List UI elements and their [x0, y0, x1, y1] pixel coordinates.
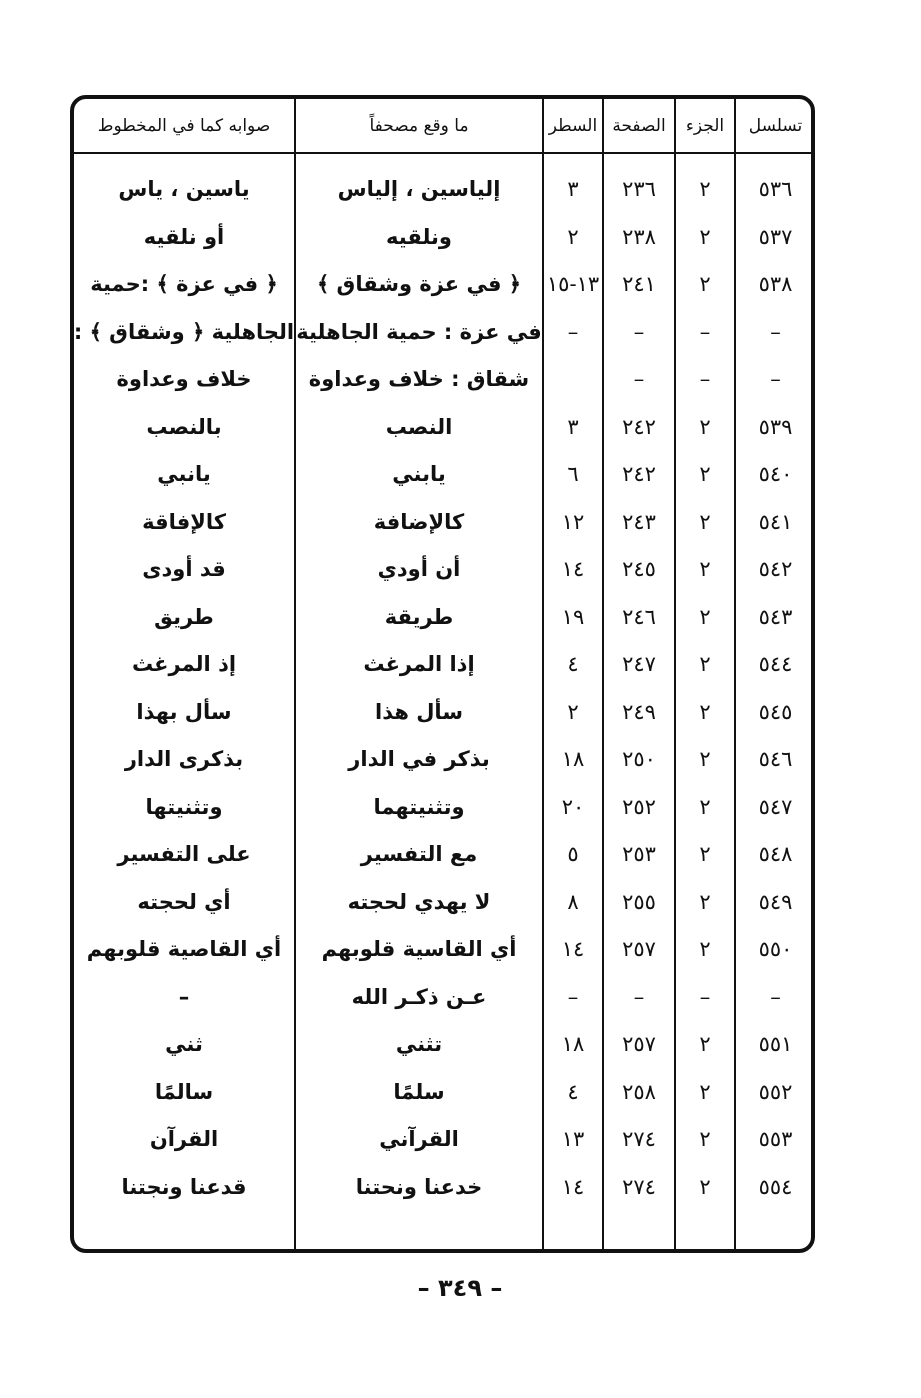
table-row [74, 450, 811, 498]
cell-serial: – [770, 984, 781, 1009]
cell-page: ٢٥٧ [622, 937, 656, 961]
table-row [74, 355, 811, 403]
table-row [74, 403, 811, 451]
cell-part: ٢ [699, 462, 711, 486]
cell-serial: ٥٥٤ [758, 1174, 793, 1199]
cell-line: ١٣-١٥ [546, 272, 600, 296]
cell-page: ٢٥٧ [622, 1032, 656, 1056]
cell-serial: ٥٤٥ [758, 699, 793, 724]
cell-correct: يانبي [157, 462, 211, 486]
cell-correct: قد أودى [142, 557, 226, 581]
cell-page: ٢٥٢ [622, 794, 656, 819]
cell-part: ٢ [699, 794, 711, 819]
cell-line: ٣ [567, 177, 579, 201]
table-row [74, 640, 811, 688]
cell-serial: – [770, 367, 781, 391]
cell-correct: القرآن [149, 1127, 219, 1151]
header-page: الصفحة [612, 115, 666, 136]
cell-serial: – [770, 319, 781, 344]
cell-line: ٢ [567, 224, 579, 249]
cell-correct: طريق [154, 604, 214, 629]
cell-part: ٢ [699, 272, 711, 296]
cell-line: ٢٠ [561, 794, 585, 819]
cell-erroneous: سأل هذا [375, 699, 463, 724]
cell-correct: – [178, 984, 190, 1009]
page-number: – ٣٤٩ – [417, 1274, 503, 1302]
table-row [74, 688, 811, 736]
cell-serial: ٥٤٩ [758, 889, 793, 914]
cell-line: ١٨ [561, 1032, 585, 1056]
cell-erroneous: القرآني [379, 1127, 459, 1151]
cell-erroneous: في عزة : حمية الجاهلية [296, 319, 542, 344]
cell-correct: سأل بهذا [136, 699, 232, 724]
cell-line: ١٤ [561, 1174, 585, 1199]
cell-serial: ٥٤٦ [758, 747, 793, 771]
cell-serial: ٥٤٣ [758, 604, 793, 629]
cell-serial: ٥٥٣ [758, 1127, 793, 1151]
cell-part: ٢ [699, 889, 711, 914]
cell-correct: كالإفاقة [142, 509, 226, 534]
cell-correct: ثني [165, 1032, 203, 1056]
table-row [74, 925, 811, 973]
cell-part: ٢ [699, 937, 711, 961]
cell-part: ٢ [699, 1032, 711, 1056]
cell-erroneous: إلياسين ، إلياس [337, 177, 501, 201]
table-row [74, 498, 811, 546]
cell-page: ٢٤٣ [622, 509, 656, 534]
cell-serial: ٥٥٠ [758, 937, 793, 961]
cell-correct: إذ المرغث [131, 652, 237, 676]
cell-correct: وتثنيتها [145, 794, 223, 819]
cell-part: ٢ [699, 1174, 711, 1199]
cell-page: – [633, 984, 645, 1009]
table-row [74, 1068, 811, 1116]
cell-line: ٣ [567, 414, 579, 439]
cell-serial: ٥٣٦ [758, 177, 793, 201]
cell-page: ٢٤٢ [622, 414, 656, 439]
cell-serial: ٥٤٠ [758, 462, 793, 486]
cell-page: ٢٣٨ [622, 224, 656, 249]
table-row [74, 165, 811, 213]
cell-serial: ٥٤٤ [758, 652, 793, 676]
header-part: الجزء [685, 115, 725, 136]
cell-page: ٢٣٦ [622, 177, 656, 201]
cell-part: ٢ [699, 842, 711, 866]
table-row [74, 973, 811, 1021]
cell-serial: ٥٣٨ [758, 272, 793, 296]
cell-part: ٢ [699, 699, 711, 724]
cell-correct: ياسين ، ياس [118, 177, 250, 201]
cell-serial: ٥٣٧ [758, 224, 793, 249]
cell-line: – [567, 319, 579, 344]
cell-part: ٢ [699, 177, 711, 201]
cell-correct: أي لحجته [137, 889, 231, 914]
cell-erroneous: بذكر في الدار [348, 747, 490, 771]
table-row [74, 1020, 811, 1068]
cell-part: ٢ [699, 224, 711, 249]
cell-page: ٢٥٥ [622, 889, 656, 914]
cell-serial: ٥٤١ [758, 509, 793, 534]
cell-correct: أو نلقيه [143, 224, 225, 249]
cell-serial: ٥٤٨ [758, 842, 793, 866]
cell-part: ٢ [699, 604, 711, 629]
cell-correct: الجاهلية ﴿ وشقاق ﴾ : [73, 319, 295, 344]
cell-part: ٢ [699, 652, 711, 676]
cell-page: ٢٤٦ [622, 604, 656, 629]
cell-erroneous: يابني [392, 462, 446, 486]
cell-serial: ٥٤٢ [758, 557, 793, 581]
cell-line: ١٤ [561, 557, 585, 581]
table-row [74, 783, 811, 831]
cell-erroneous: تثني [395, 1032, 443, 1056]
cell-serial: ٥٣٩ [758, 414, 793, 439]
errata-table [70, 95, 815, 1253]
cell-correct: أي القاصية قلوبهم [86, 937, 282, 961]
table-row [74, 545, 811, 593]
cell-serial: ٥٥١ [758, 1032, 793, 1056]
cell-part: ٢ [699, 509, 711, 534]
table-row [74, 260, 811, 308]
cell-part: – [699, 984, 711, 1009]
cell-line: ١٨ [561, 747, 585, 771]
cell-line: ٥ [567, 842, 579, 866]
cell-erroneous: سلمًا [393, 1079, 445, 1104]
cell-erroneous: خدعنا ونحتنا [355, 1174, 483, 1199]
cell-line: – [567, 984, 579, 1009]
cell-serial: ٥٤٧ [758, 794, 793, 819]
cell-erroneous: عـن ذكـر الله [351, 984, 487, 1009]
cell-erroneous: شقاق : خلاف وعداوة [308, 367, 530, 391]
cell-correct: بذكرى الدار [124, 747, 244, 771]
cell-erroneous: كالإضافة [373, 509, 465, 534]
cell-part: ٢ [699, 414, 711, 439]
cell-page: ٢٧٤ [622, 1127, 656, 1151]
cell-erroneous: لا يهدي لحجته [347, 889, 491, 914]
header-divider [74, 152, 811, 154]
cell-erroneous: إذا المرغث [363, 652, 475, 676]
header-correct: صوابه كما في المخطوط [97, 115, 271, 136]
cell-erroneous: ﴿ في عزة وشقاق ﴾ [316, 272, 522, 296]
cell-line: ٤ [567, 652, 579, 676]
cell-part: ٢ [699, 557, 711, 581]
cell-line: ٤ [567, 1079, 579, 1104]
cell-correct: ﴿ في عزة ﴾ :حمية [90, 272, 278, 296]
header-erroneous: ما وقع مصحفاً [369, 115, 469, 136]
cell-page: ٢٤٢ [622, 462, 656, 486]
cell-part: ٢ [699, 747, 711, 771]
cell-page: ٢٤٧ [622, 652, 656, 676]
cell-page: ٢٤٩ [622, 699, 656, 724]
table-row [74, 593, 811, 641]
cell-erroneous: وتثنيتهما [373, 794, 465, 819]
cell-correct: خلاف وعداوة [116, 367, 252, 391]
table-row [74, 878, 811, 926]
cell-line: ٢ [567, 699, 579, 724]
cell-page: ٢٥٠ [622, 747, 656, 771]
cell-line: ١٩ [561, 604, 585, 629]
header-line: السطر [548, 115, 598, 136]
cell-erroneous: طريقة [384, 604, 454, 629]
cell-page: – [633, 319, 645, 344]
header-serial: تسلسل [748, 115, 803, 136]
table-row [74, 308, 811, 356]
cell-page: ٢٤١ [622, 272, 656, 296]
cell-correct: على التفسير [117, 842, 251, 866]
cell-correct: قدعنا ونجتنا [121, 1174, 247, 1199]
cell-page: ٢٤٥ [622, 557, 656, 581]
cell-line [544, 355, 602, 403]
cell-line: ١٢ [561, 509, 585, 534]
cell-erroneous: أن أودي [377, 557, 461, 581]
cell-erroneous: مع التفسير [360, 842, 478, 866]
cell-page: ٢٧٤ [622, 1174, 656, 1199]
cell-part: – [699, 367, 711, 391]
cell-page: ٢٥٨ [622, 1079, 656, 1104]
table-row [74, 830, 811, 878]
cell-line: ٦ [567, 462, 579, 486]
cell-erroneous: ونلقيه [386, 224, 452, 249]
table-row [74, 735, 811, 783]
cell-erroneous: النصب [385, 414, 453, 439]
cell-erroneous: أي القاسية قلوبهم [321, 937, 517, 961]
table-row [74, 1115, 811, 1163]
cell-line: ١٤ [561, 937, 585, 961]
cell-line: ١٣ [561, 1127, 585, 1151]
cell-correct: سالمًا [154, 1079, 214, 1104]
cell-part: ٢ [699, 1127, 711, 1151]
cell-part: – [699, 319, 711, 344]
cell-part: ٢ [699, 1079, 711, 1104]
cell-serial: ٥٥٢ [758, 1079, 793, 1104]
cell-page: – [633, 367, 645, 391]
table-row [74, 1163, 811, 1211]
table-row [74, 213, 811, 261]
cell-page: ٢٥٣ [622, 842, 656, 866]
cell-line: ٨ [567, 889, 579, 914]
cell-correct: بالنصب [146, 414, 222, 439]
